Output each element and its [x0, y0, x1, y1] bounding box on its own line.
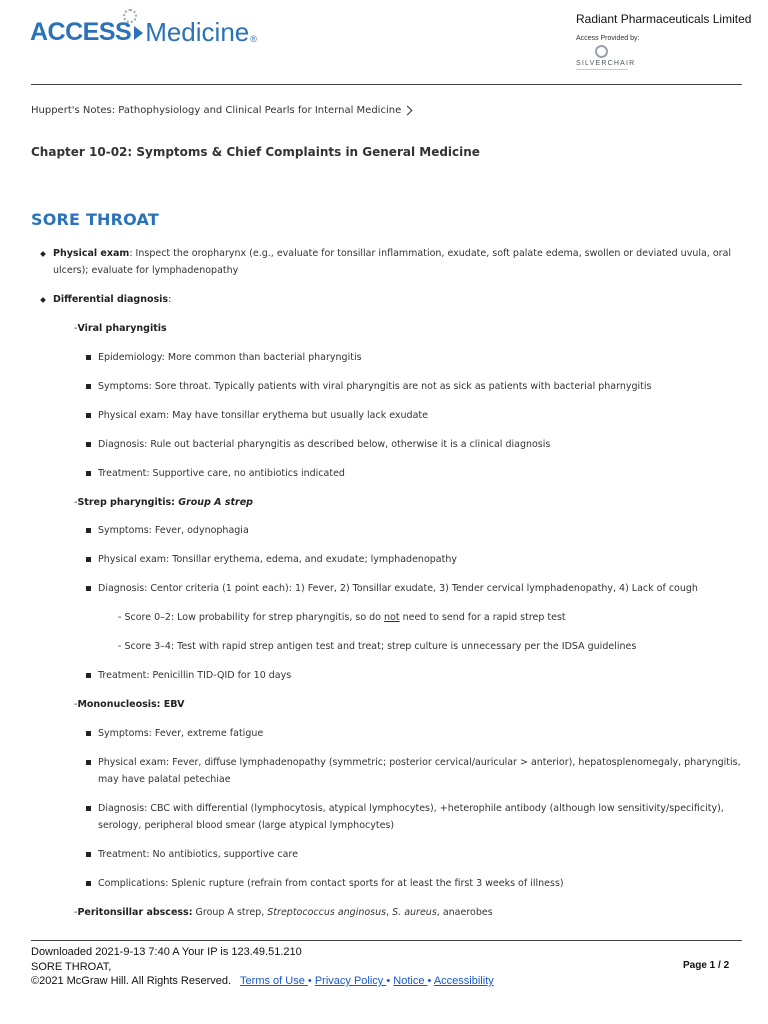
bullet-diamond-icon [40, 297, 46, 303]
footer-legal [31, 974, 494, 989]
subheading-peritonsillar-abscess: -Peritonsillar abscess: Group A strep, Streptococcus anginosus, S. aureus, anaerobes [74, 907, 493, 918]
silverchair-logo-icon [595, 45, 608, 58]
list-item: Diagnosis: Centor criteria (1 point each): 1) Fever, 2) Tonsillar exudate, 3) Tender cervical lymphadenopathy, 4) Lack of cough [98, 583, 698, 594]
bullet-square-icon [86, 881, 91, 886]
separator: • [427, 975, 432, 987]
chevron-right-icon [403, 106, 413, 116]
list-item: Treatment: Penicillin TID-QID for 10 days [98, 670, 292, 681]
accessibility-link[interactable]: Accessibility [433, 975, 494, 987]
list-item: Symptoms: Sore throat. Typically patients with viral pharyngitis are not as sick as patients with bacterial pharnygitis [98, 381, 652, 392]
list-item [53, 245, 731, 262]
access-provided-label: Access Provided by: [576, 35, 640, 42]
bullet-square-icon [86, 760, 91, 765]
peritonsillar-abscess-heading: Peritonsillar abscess: [77, 907, 193, 918]
subheading-strep-pharyngitis: -Strep pharyngitis: Group A strep [74, 497, 253, 508]
bullet-square-icon [86, 384, 91, 389]
strep-pharyngitis-heading: Strep pharyngitis: [77, 497, 179, 508]
list-item [53, 291, 171, 308]
list-item: Treatment: No antibiotics, supportive care [98, 849, 298, 860]
bullet-square-icon [86, 586, 91, 591]
terms-of-use-link[interactable]: Terms of Use [240, 975, 308, 987]
privacy-policy-link[interactable]: Privacy Policy [314, 975, 387, 987]
footer-title: SORE THROAT, [31, 960, 112, 973]
page-number: Page 1 / 2 [683, 960, 730, 971]
bullet-square-icon [86, 852, 91, 857]
emphasis-not: not [384, 612, 400, 623]
group-a-strep-label: Group A strep [178, 497, 253, 508]
breadcrumb-book-title[interactable]: Huppert's Notes: Pathophysiology and Clinical Pearls for Internal Medicine [31, 105, 402, 116]
list-item: Physical exam: Tonsillar erythema, edema, and exudate; lymphadenopathy [98, 554, 457, 565]
organization-name: Radiant Pharmaceuticals Limited [576, 12, 752, 26]
gear-icon [123, 9, 137, 23]
subheading-viral-pharyngitis: -Viral pharyngitis [74, 323, 167, 334]
page-header [0, 0, 768, 85]
separator: • [386, 975, 391, 987]
silverchair-logo-text: SILVERCHAIR [576, 60, 636, 67]
logo-medicine-text: Medicine [145, 16, 250, 47]
list-item: Symptoms: Fever, extreme fatigue [98, 728, 264, 739]
bullet-square-icon [86, 471, 91, 476]
chapter-title: Chapter 10-02: Symptoms & Chief Complaints in General Medicine [31, 145, 480, 159]
notice-link[interactable]: Notice [393, 975, 428, 987]
bullet-square-icon [86, 806, 91, 811]
list-item: Epidemiology: More common than bacterial pharyngitis [98, 352, 362, 363]
list-item: Physical exam: May have tonsillar erythema but usually lack exudate [98, 410, 428, 421]
list-item-continuation: ulcers); evaluate for lymphadenopathy [53, 265, 239, 276]
bullet-diamond-icon [40, 251, 46, 257]
physical-exam-text: : Inspect the oropharynx (e.g., evaluate for tonsillar inflammation, exudate, soft palate edema, swollen or deviated uvula, oral [129, 248, 732, 259]
viral-pharyngitis-heading: Viral pharyngitis [77, 323, 167, 334]
list-item: Treatment: Supportive care, no antibiotics indicated [98, 468, 345, 479]
access-provider-block [576, 12, 751, 70]
organism-name: S. aureus [392, 907, 437, 918]
list-item: Physical exam: Fever, diffuse lymphadenopathy (symmetric; posterior cervical/auricular > anterior), hepatosplenomegaly, pharyngitis, [98, 757, 741, 768]
accessmedicine-logo[interactable] [30, 12, 257, 52]
bullet-square-icon [86, 355, 91, 360]
list-item: Symptoms: Fever, odynophagia [98, 525, 249, 536]
separator: • [307, 975, 312, 987]
subheading-mononucleosis: -Mononucleosis: EBV [74, 699, 185, 710]
logo-access-text: ACCESS [30, 17, 132, 46]
bullet-square-icon [86, 673, 91, 678]
logo-arrow-icon [134, 26, 143, 40]
centor-score-low: - Score 0–2: Low probability for strep pharyngitis, so do not need to send for a rapid strep test [118, 612, 566, 623]
bullet-square-icon [86, 528, 91, 533]
registered-mark: ® [250, 34, 257, 44]
mononucleosis-heading: Mononucleosis: EBV [77, 699, 185, 710]
list-item: Diagnosis: Rule out bacterial pharyngitis as described below, otherwise it is a clinical diagnosis [98, 439, 551, 450]
section-title: SORE THROAT [31, 210, 159, 229]
bullet-square-icon [86, 442, 91, 447]
header-divider [31, 84, 742, 85]
copyright-text: ©2021 McGraw Hill. All Rights Reserved. [31, 975, 232, 987]
page-footer [31, 945, 494, 989]
list-item: Complications: Splenic rupture (refrain from contact sports for at least the first 3 weeks of illness) [98, 878, 564, 889]
download-info: Downloaded 2021-9-13 7:40 A Your IP is 123.49.51.210 [31, 946, 302, 958]
colon: : [168, 294, 172, 305]
list-item: Diagnosis: CBC with differential (lymphocytosis, atypical lymphocytes), +heterophile antibody (although low sensitivity/specificity), [98, 803, 724, 814]
list-item-continuation: serology, peripheral blood smear (large atypical lymphocytes) [98, 820, 395, 831]
differential-diagnosis-label: Differential diagnosis [53, 294, 169, 305]
bullet-square-icon [86, 413, 91, 418]
bullet-square-icon [86, 557, 91, 562]
footer-divider [31, 940, 742, 941]
breadcrumb[interactable] [31, 105, 411, 116]
physical-exam-label: Physical exam [53, 248, 130, 259]
silverchair-logo-divider [576, 69, 628, 70]
list-item-continuation: may have palatal petechiae [98, 774, 231, 785]
organism-name: Streptococcus anginosus [267, 907, 387, 918]
centor-score-high: - Score 3–4: Test with rapid strep antigen test and treat; strep culture is unnecessary per the IDSA guidelines [118, 641, 637, 652]
bullet-square-icon [86, 731, 91, 736]
